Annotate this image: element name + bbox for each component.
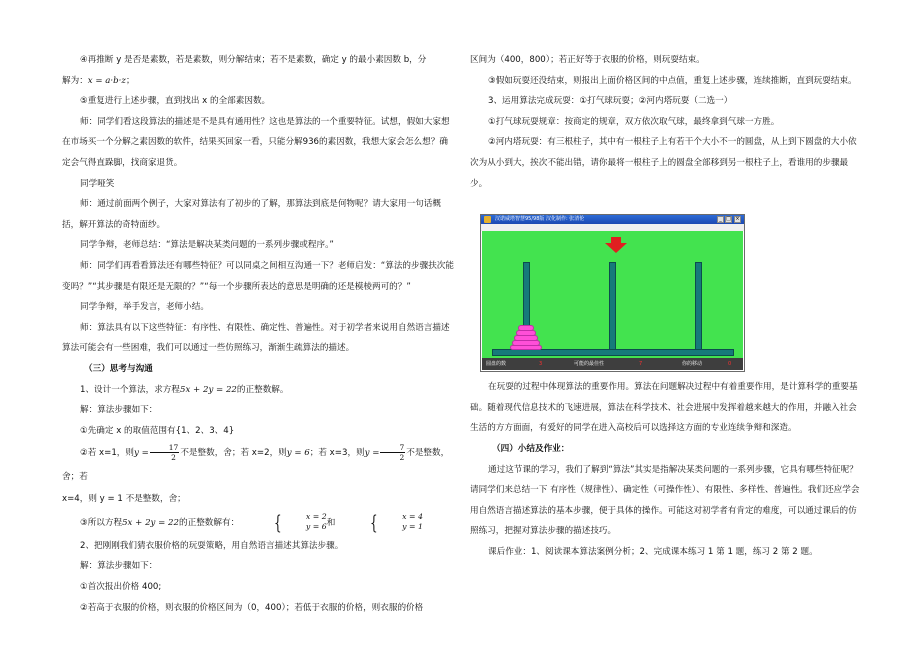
algorithm-importance: 在玩耍的过程中体现算法的重要作用。算法在问题解决过程中有着重要作用，是计算科学的重要基础。随着现代信息技术的飞速进展，算法在科学技术、社会进展中发挥着越来越大的作用，并融入社会生活的方方面面，有爱好的同学在进入高校后可以选择这方面的专业连续争辩和深造。 [470, 382, 858, 434]
disk-count-value: 3 [539, 361, 543, 367]
status-bar [482, 358, 743, 370]
students-laugh: 同学哑笑 [80, 178, 115, 189]
fraction-17-2: $\frac{17}{2}$ [150, 443, 180, 462]
solution-system-1: { x = 2 y = 6 [274, 510, 327, 535]
solution-step-1: ①先确定 x 的取值范围有{1、2、3、4} [80, 425, 235, 436]
solution-system-2: { x = 4 y = 1 [370, 510, 423, 535]
peg-right[interactable] [695, 262, 702, 350]
factor-formula-line: 解为：x = a·b·z； [62, 75, 135, 86]
app-icon [484, 216, 491, 223]
lesson-summary: 通过这节课的学习，我们了解到“算法”其实是指解决某类问题的一系列步骤，它具有哪些特征呢？请同学们来总结一下 有序性（规律性）、确定性（可操作性）、有限性、多样性、普遍性。我们还应学会用自然语言描述算法的基本步骤，便于具体的操作。可能这对初学者有肯定的难度，可以通过课后的仿照练习，把握对算法步骤的描述技巧。 [470, 464, 860, 537]
teacher-paragraph-3: 师：同学们再看看算法还有哪些特征？可以同桌之间相互沟通一下？老师启发：“算法的步骤扶次能变吗？”“其步骤是有限还是无限的？”“每一个步骤所表达的意思是明确的还是模棱两可的？” [62, 260, 454, 292]
best-moves-value: 7 [639, 361, 643, 367]
game-stage [482, 231, 743, 358]
step-4-paragraph: ④再推断 y 是否是素数，若是素数，则分解结束；若不是素数，确定 y 的最小素因数 b，分 [80, 55, 427, 65]
question-1: 1、设计一个算法，求方程5x + 2y = 22的正整数解。 [80, 384, 289, 395]
your-moves-value: 0 [728, 361, 732, 367]
window-title: 汉诺威塔智慧95/98版 汉化制作: 张清伦 [495, 216, 585, 222]
factor-formula: x = a·b·z [87, 75, 126, 86]
students-discuss: 同学争辩，举手发言，老师小结。 [80, 302, 209, 313]
peg-base [492, 349, 734, 356]
teacher-paragraph-1: 师：同学们看这段算法的描述是不是具有通用性？这也是算法的一个重要特征。试想，假如大家想在市场买一个分解之素因数的软件，结果买回家一看，只能分解936的素因数，我想大家会怎么想？确定会气得直跺脚，找商家退货。 [62, 116, 450, 168]
solution-intro-1: 解：算法步骤如下： [80, 405, 158, 416]
section-heading-3: （三）思考与沟通 [84, 363, 153, 374]
hanoi-game-window [480, 214, 745, 372]
summary-definition: 同学争辩，老师总结：“算法是解决某类问题的一系列步骤或程序。” [80, 240, 334, 251]
solution-step-3: ③所以方程5x + 2y = 22的正整数解有： { x = 2 y = 6 和 { x = 4 y = 1 [80, 510, 423, 535]
step-5-paragraph: ⑤重复进行上述步骤，直到找出 x 的全部素因数。 [80, 96, 271, 107]
price-step-2-cont: 区间为（400，800）；若正好等于衣服的价格，则玩耍结束。 [470, 55, 705, 65]
fraction-7-2: $\frac{7}{2}$ [380, 443, 405, 462]
price-step-2: ②若高于衣服的价格，则衣服的价格区间为（0，400）；若低于衣服的价格，则衣服的价格 [80, 602, 424, 613]
maximize-button[interactable]: □ [726, 216, 731, 222]
disk-count-label: 圆盘的数 [486, 361, 507, 367]
window-titlebar [481, 215, 744, 224]
best-moves-label: 可能的最佳性 [574, 361, 605, 367]
solution-step-2: ②若 x=1，则y = $\frac{17}{2}$ 不是整数，舍；若 x=2，则y = 6；若 x=3，则y = $\frac{7}{2}$ 不是整数，舍；若 [62, 443, 450, 483]
left-column [62, 50, 454, 618]
question-3: 3、运用算法完成玩耍：①打气球玩耍；②河内塔玩耍（二选一） [488, 96, 733, 107]
teacher-paragraph-4: 师：算法具有以下这些特征：有序性、有限性、确定性、普遍性。对于初学者来说用自然语言描述算法可能会有一些困难，我们可以通过一些仿照练习，渐渐生疏算法的描述。 [62, 322, 450, 354]
section-heading-4: （四）小结及作业： [492, 443, 570, 454]
equation-1: 5x + 2y = 22 [180, 384, 237, 395]
solution-step-2-cont: x=4，则 y = 1 不是整数，舍； [62, 494, 186, 505]
hanoi-game-rules: ②河内塔玩耍：有三根柱子，其中有一根柱子上有若干个大小不一的圆盘，从上到下圆盘的大小依次为从小到大，挨次不能出错，请你最将一根柱子上的圆盘全部移到另一根柱子上，看谁用的步骤最少。 [470, 137, 857, 189]
balloon-game-rules: ①打气球玩耍规章：按商定的规章，双方依次取气球，最终拿到气球一方胜。 [488, 116, 780, 127]
peg-middle[interactable] [609, 262, 616, 350]
minimize-button[interactable]: _ [717, 216, 724, 223]
price-step-1: ①首次报出价格 400; [80, 582, 162, 593]
disk-5[interactable] [510, 345, 542, 350]
close-button[interactable]: × [735, 216, 740, 222]
selection-arrow-icon [605, 243, 627, 253]
menu-bar [481, 224, 744, 231]
price-step-3: ③假如玩耍还没结束，则报出上面价格区间的中点值，重复上述步骤，连续推断，直到玩耍结束。 [488, 75, 857, 86]
solution-intro-2: 解：算法步骤如下： [80, 561, 158, 572]
your-moves-label: 你的移动 [682, 361, 703, 367]
question-2: 2、把刚刚我们猜衣服价格的玩耍策略，用自然语言描述其算法步骤。 [80, 540, 344, 551]
teacher-paragraph-2: 师：通过前面两个例子，大家对算法有了初步的了解，那算法到底是何物呢？请大家用一句话概括，解开算法的奇特面纱。 [62, 199, 441, 230]
homework: 课后作业：1、阅读课本算法案例分析；2、完成课本练习 1 第 1 题，练习 2 第 2 题。 [488, 546, 818, 557]
